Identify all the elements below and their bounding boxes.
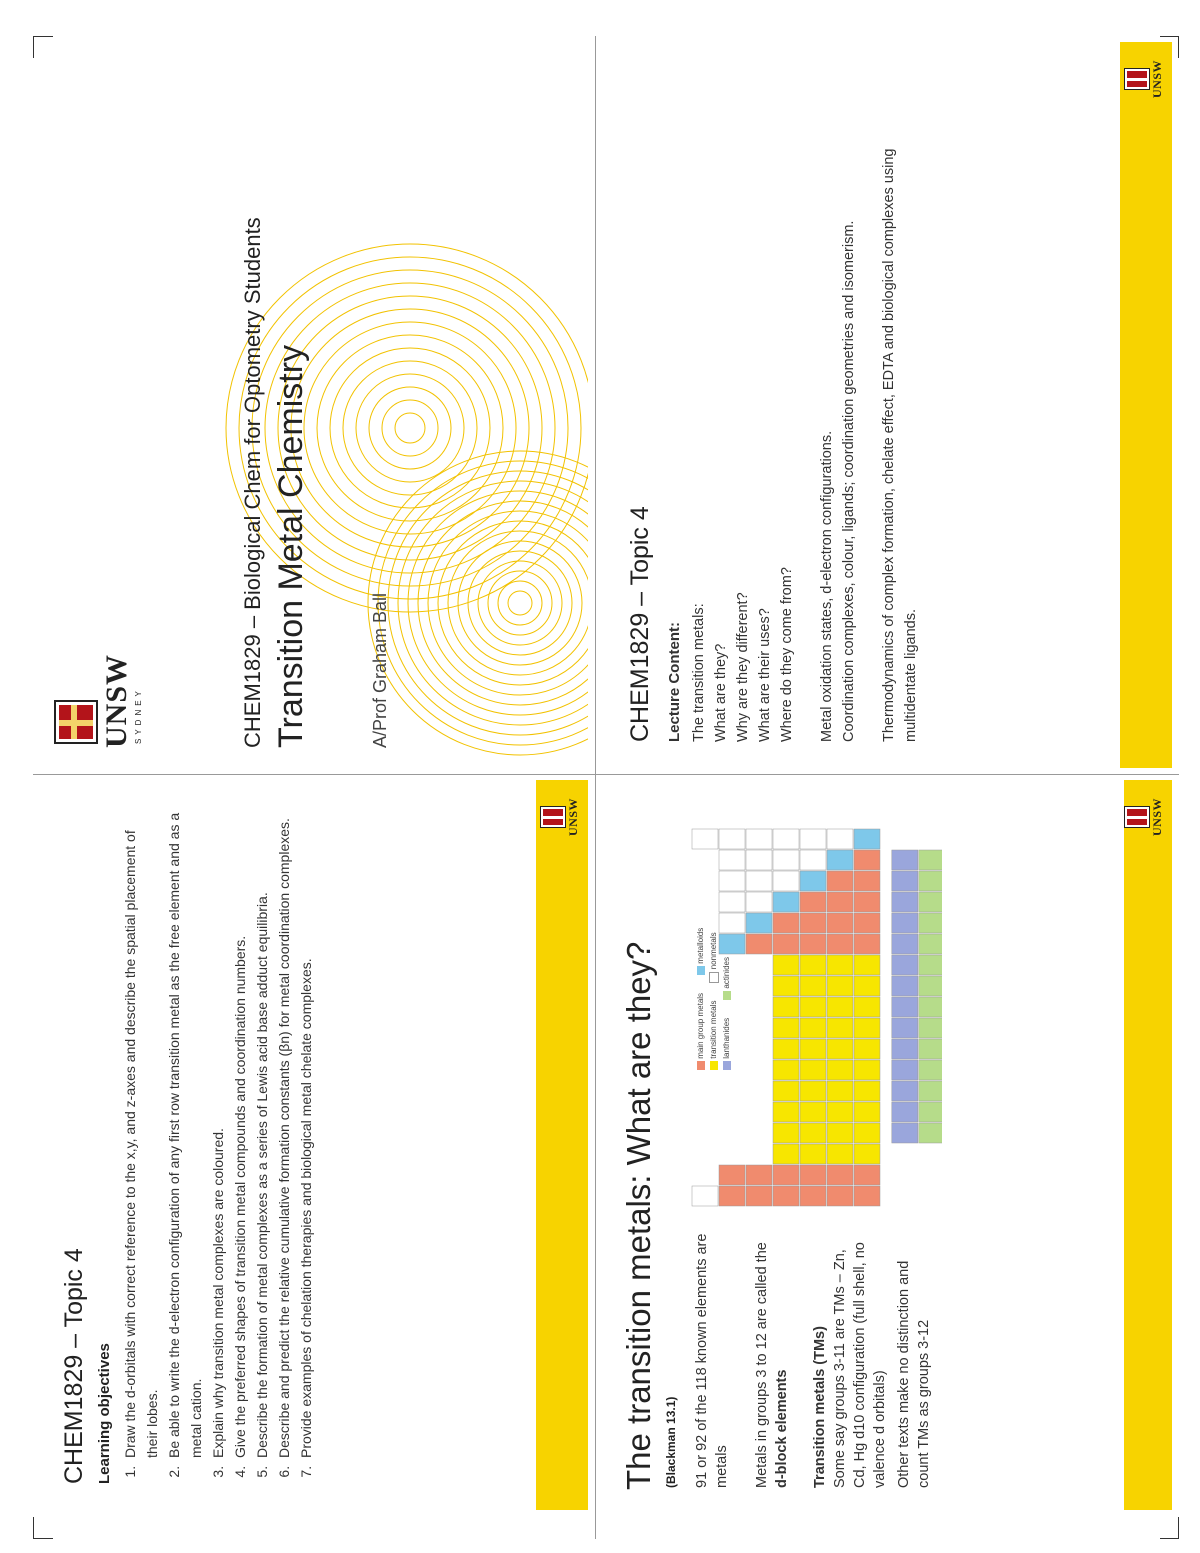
- element-cell: [800, 1144, 826, 1164]
- element-cell: [827, 1186, 853, 1206]
- footer-bar: [1124, 780, 1172, 1510]
- element-cell: [892, 1123, 918, 1143]
- section-heading: Transition metals (TMs): [812, 1326, 828, 1488]
- element-cell: [854, 871, 880, 891]
- crest-icon: [540, 806, 566, 828]
- element-cell: [719, 1186, 745, 1206]
- element-cell: [719, 892, 745, 912]
- element-cell: [773, 934, 799, 954]
- element-cell: [719, 850, 745, 870]
- element-cell: [854, 1102, 880, 1122]
- element-cell: [827, 1018, 853, 1038]
- element-cell: [719, 1165, 745, 1185]
- element-cell: [827, 1060, 853, 1080]
- crop-mark: [1178, 1517, 1179, 1539]
- legend-item: metalloids: [694, 928, 707, 975]
- element-cell: [919, 892, 942, 912]
- element-cell: [800, 1081, 826, 1101]
- element-cell: [854, 976, 880, 996]
- element-cell: [919, 1039, 942, 1059]
- element-cell: [919, 850, 942, 870]
- element-cell: [773, 1039, 799, 1059]
- element-cell: [827, 1081, 853, 1101]
- element-cell: [719, 871, 745, 891]
- element-cell: [892, 955, 918, 975]
- logo-subtext: SYDNEY: [134, 687, 143, 744]
- slide-lecture-content: [602, 42, 1172, 768]
- element-cell: [800, 1123, 826, 1143]
- element-cell: [800, 1102, 826, 1122]
- crop-mark: [1160, 1538, 1178, 1539]
- element-cell: [854, 1018, 880, 1038]
- divider: [595, 36, 596, 1539]
- element-cell: [773, 829, 799, 849]
- element-cell: [800, 892, 826, 912]
- element-cell: [919, 955, 942, 975]
- element-cell: [800, 913, 826, 933]
- crop-mark: [33, 36, 34, 58]
- paragraph: Metals in groups 3 to 12 are called the d-block elements: [754, 1242, 790, 1488]
- element-cell: [919, 913, 942, 933]
- list-item: 6. Describe and predict the relative cumulative formation constants (βn) for metal coordination complexes.: [273, 804, 295, 1462]
- element-cell: [800, 1018, 826, 1038]
- element-cell: [827, 1165, 853, 1185]
- legend: [694, 928, 733, 1070]
- element-cell: [800, 829, 826, 849]
- element-cell: [800, 871, 826, 891]
- element-cell: [827, 1039, 853, 1059]
- element-cell: [827, 829, 853, 849]
- objectives-section: [96, 804, 317, 1484]
- element-cell: [773, 892, 799, 912]
- element-cell: [854, 913, 880, 933]
- element-cell: [746, 934, 772, 954]
- element-cell: [892, 976, 918, 996]
- slide-title: [40, 42, 588, 768]
- element-cell: [892, 1018, 918, 1038]
- element-cell: [800, 1039, 826, 1059]
- element-cell: [854, 1186, 880, 1206]
- section-heading: Lecture Content:: [666, 622, 683, 742]
- element-cell: [919, 997, 942, 1017]
- element-cell: [854, 1060, 880, 1080]
- element-cell: [854, 1039, 880, 1059]
- element-cell: [854, 892, 880, 912]
- element-cell: [892, 1081, 918, 1101]
- lecture-content: [664, 82, 922, 742]
- element-cell: [773, 997, 799, 1017]
- element-cell: [746, 850, 772, 870]
- list-item: Where do they come from?: [779, 567, 795, 742]
- element-cell: [746, 1186, 772, 1206]
- element-cell: [892, 1039, 918, 1059]
- element-cell: [773, 955, 799, 975]
- presenter: A/Prof Graham Ball: [370, 592, 390, 748]
- element-cell: [919, 934, 942, 954]
- element-cell: [746, 829, 772, 849]
- list-item: What are they?: [713, 643, 729, 742]
- legend-item: transition metals: [707, 1001, 720, 1070]
- element-cell: [773, 871, 799, 891]
- element-cell: [827, 976, 853, 996]
- element-cell: [800, 1186, 826, 1206]
- element-cell: [892, 871, 918, 891]
- element-cell: [800, 1165, 826, 1185]
- element-cell: [827, 955, 853, 975]
- list-item: 5. Describe the formation of metal complexes as a series of Lewis acid base adduct equilibria.: [251, 804, 273, 1462]
- element-cell: [746, 1165, 772, 1185]
- element-cell: [800, 976, 826, 996]
- paragraph: Thermodynamics of complex formation, chelate effect, EDTA and biological complexes using multidentate ligands.: [881, 148, 919, 742]
- element-cell: [854, 997, 880, 1017]
- paragraph: Metal oxidation states, d-electron configurations.: [819, 430, 835, 742]
- crop-mark: [1160, 36, 1178, 37]
- element-cell: [692, 829, 718, 849]
- element-cell: [773, 850, 799, 870]
- element-cell: [773, 1165, 799, 1185]
- element-cell: [892, 1102, 918, 1122]
- element-cell: [827, 850, 853, 870]
- element-cell: [773, 1186, 799, 1206]
- element-cell: [892, 934, 918, 954]
- paragraph: 91 or 92 of the 118 known elements are metals: [694, 1233, 730, 1488]
- paragraph: Coordination complexes, colour, ligands; coordination geometries and isomerism.: [841, 220, 857, 742]
- element-cell: [919, 1060, 942, 1080]
- divider: [33, 774, 1179, 775]
- element-cell: [827, 1123, 853, 1143]
- element-cell: [919, 1081, 942, 1101]
- legend-item: actinides: [720, 957, 733, 1000]
- course-name: CHEM1829 – Biological Chem for Optometry Students: [240, 217, 265, 748]
- reference: (Blackman 13.1): [664, 1396, 678, 1488]
- unsw-logo: [54, 653, 143, 748]
- element-cell: [892, 850, 918, 870]
- element-cell: [919, 1123, 942, 1143]
- list-item: 4. Give the preferred shapes of transition metal compounds and coordination numbers.: [229, 804, 251, 1462]
- element-cell: [773, 913, 799, 933]
- element-cell: [919, 871, 942, 891]
- slide-what-are-they: [602, 780, 1172, 1510]
- element-cell: [773, 1123, 799, 1143]
- footer-bar: [536, 780, 588, 1510]
- list-item: Why are they different?: [735, 592, 751, 742]
- unsw-logo: UNSW: [1124, 794, 1168, 840]
- element-cell: [800, 934, 826, 954]
- element-cell: [719, 829, 745, 849]
- logo-text: UNSW: [100, 653, 133, 748]
- list-item: 1. Draw the d-orbitals with correct reference to the x,y, and z-axes and describe the spatial placement of their lobes.: [119, 804, 163, 1462]
- element-cell: [854, 955, 880, 975]
- crop-mark: [33, 1517, 34, 1539]
- slide-title: CHEM1829 – Topic 4: [626, 506, 654, 742]
- crop-mark: [33, 1538, 53, 1539]
- element-cell: [892, 1060, 918, 1080]
- element-cell: [773, 1060, 799, 1080]
- element-cell: [854, 850, 880, 870]
- element-cell: [746, 913, 772, 933]
- element-cell: [827, 913, 853, 933]
- element-cell: [854, 934, 880, 954]
- element-cell: [919, 976, 942, 996]
- element-cell: [892, 913, 918, 933]
- element-cell: [827, 892, 853, 912]
- element-cell: [692, 1186, 718, 1206]
- element-cell: [827, 1144, 853, 1164]
- list-item: 7. Provide examples of chelation therapies and biological metal chelate complexes.: [295, 804, 317, 1462]
- crest-icon: [54, 700, 98, 744]
- element-cell: [827, 1102, 853, 1122]
- legend-item: main group metals: [694, 993, 707, 1070]
- element-cell: [827, 997, 853, 1017]
- list-item: The transition metals:: [691, 603, 707, 742]
- element-cell: [854, 1144, 880, 1164]
- list-item: What are their uses?: [757, 608, 773, 742]
- element-cell: [746, 871, 772, 891]
- element-cell: [854, 1081, 880, 1101]
- element-cell: [800, 955, 826, 975]
- element-cell: [773, 1018, 799, 1038]
- text-column: [692, 1233, 934, 1488]
- crest-icon: [1124, 68, 1150, 90]
- crop-mark: [1178, 36, 1179, 58]
- legend-item: lanthanides: [720, 1018, 733, 1070]
- unsw-logo: UNSW: [1124, 56, 1168, 102]
- element-cell: [892, 892, 918, 912]
- element-cell: [919, 1102, 942, 1122]
- element-cell: [827, 871, 853, 891]
- unsw-logo: UNSW: [540, 794, 584, 840]
- element-cell: [854, 829, 880, 849]
- slide-title: CHEM1829 – Topic 4: [60, 1248, 88, 1484]
- element-cell: [919, 1018, 942, 1038]
- footer-bar: [1120, 42, 1172, 768]
- element-cell: [892, 997, 918, 1017]
- paragraph: Some say groups 3-11 are TMs – Zn, Cd, Hg d10 configuration (full shell, no valence d orbitals): [832, 1242, 888, 1488]
- element-cell: [854, 1123, 880, 1143]
- element-cell: [773, 1102, 799, 1122]
- list-item: 2. Be able to write the d-electron configuration of any first row transition metal as the free element and as a metal cation.: [163, 804, 207, 1462]
- crop-mark: [33, 36, 53, 37]
- objectives-list: [119, 804, 317, 1484]
- element-cell: [800, 850, 826, 870]
- element-cell: [773, 1144, 799, 1164]
- slide-title: The transition metals: What are they?: [620, 941, 657, 1490]
- element-cell: [854, 1165, 880, 1185]
- page-title: Transition Metal Chemistry: [272, 344, 310, 748]
- element-cell: [746, 892, 772, 912]
- element-cell: [800, 1060, 826, 1080]
- section-heading: Learning objectives: [96, 1343, 113, 1484]
- crest-icon: [1124, 806, 1150, 828]
- element-cell: [773, 976, 799, 996]
- element-cell: [773, 1081, 799, 1101]
- element-cell: [800, 997, 826, 1017]
- legend-item: nonmetals: [707, 932, 720, 982]
- element-cell: [827, 934, 853, 954]
- list-item: 3. Explain why transition metal complexes are coloured.: [207, 804, 229, 1462]
- paragraph: Other texts make no distinction and count TMs as groups 3-12: [896, 1260, 932, 1488]
- slide-learning-objectives: [40, 780, 588, 1510]
